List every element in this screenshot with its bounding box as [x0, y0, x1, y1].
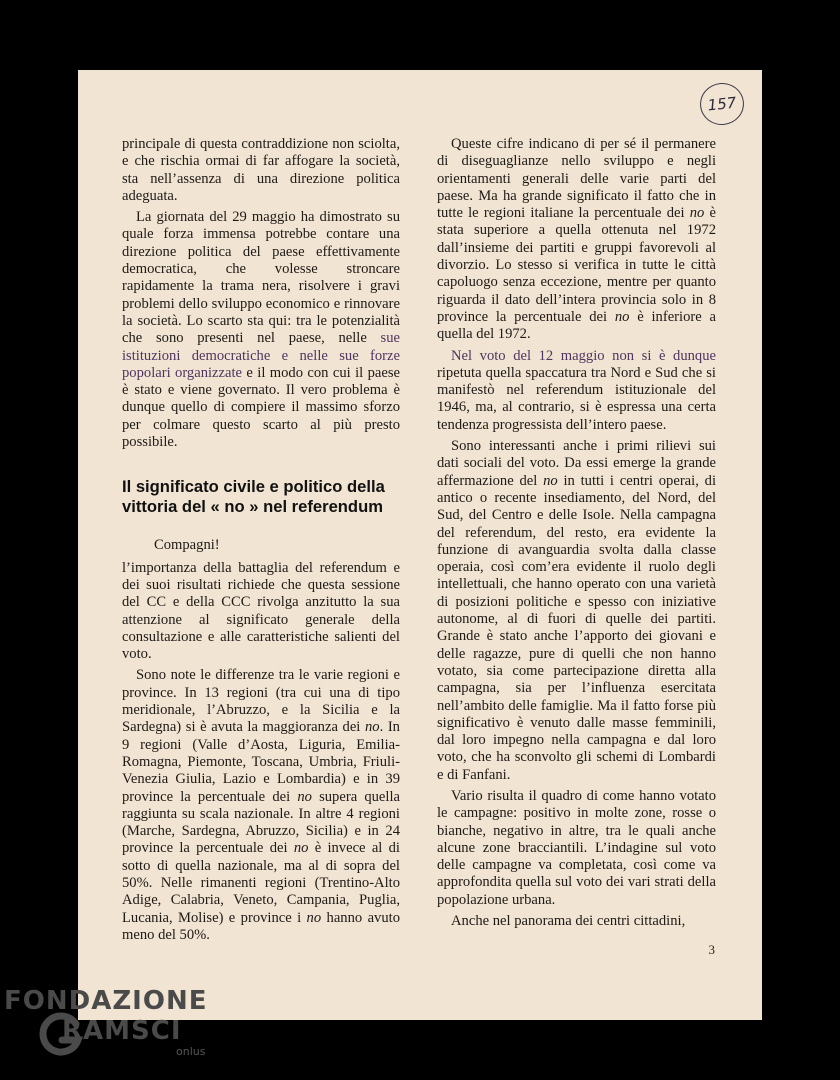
paragraph: La giornata del 29 maggio ha dimostrato su quale forza immensa potrebbe contare una direzione politica del paese effettivamente democratica, che volesse stroncare rapidamente la trama nera, risolvere i gravi problemi dello sviluppo economico e rinnovare la società. Lo scarto sta qui: tra le potenzialità che sono presenti nel paese, nelle sue istituzioni democratiche e nelle sue forze popolari organizzate e il modo con cui il paese è stato e viene governato. Il vero problema è dunque quello di compiere il massimo sforzo per colmare questo scarto al più presto possibile.	[122, 209, 400, 451]
paragraph: Sono interessanti anche i primi rilievi sui dati sociali del voto. Da essi emerge la grande affermazione del no in tutti i centri operai, di antico o recente insediamento, del Nord, del Sud, del Centro e delle Isole. Nella campagna del referendum, del resto, era evidente la funzione di avanguardia svolta dalla classe operaia, così com’era evidente il ruolo degli intellettuali, che hanno operato con una varietà di posizioni politiche e spesso con iniziative autonome, al di fuori di quelle dei partiti. Grande è stato anche l’apporto dei giovani e delle ragazze, pure di quelli che non hanno votato, sia come partecipazione diretta alla campagna, sia per l’influenza esercitata nell’ambito delle famiglie. Ma il fatto forse più significativo è venuto dalle masse femminili, dal loro impegno nella campagna e dal loro voto, che ha sconvolto gli schemi di Lombardi e di Fanfani.	[437, 438, 716, 783]
watermark-logo	[4, 986, 207, 1058]
watermark-subtitle: onlus	[176, 1045, 206, 1058]
highlighted-text: sue istituzioni democratiche e nelle sue forze popolari organizzate	[122, 330, 400, 381]
right-column	[437, 136, 716, 930]
section-heading: Il significato civile e politico della vittoria del « no » nel referendum	[122, 477, 385, 517]
left-column	[122, 136, 400, 944]
watermark-line1: FONDAZIONE	[4, 986, 208, 1016]
paragraph: Anche nel panorama dei centri cittadini,	[451, 913, 686, 930]
salutation: Compagni!	[154, 537, 220, 554]
paragraph: Sono note le differenze tra le varie regioni e province. In 13 regioni (tra cui una di tipo meridionale, l’Abruzzo, e la Sicilia e la Sardegna) si è avuta la maggioranza dei no. In 9 regioni (Valle d’Aosta, Liguria, Emilia-Romagna, Piemonte, Toscana, Umbria, Friuli-Venezia Giulia, Lazio e Lombardia) e in 39 province la percentuale dei no supera quella raggiunta su scala nazionale. In altre 4 regioni (Marche, Sardegna, Abruzzo, Sicilia) e in 24 province la percentuale dei no è invece al di sotto di quella nazionale, ma al di sopra del 50%. Nelle rimanenti regioni (Trentino-Alto Adige, Calabria, Veneto, Campania, Puglia, Lucania, Molise) e province i no hanno avuto meno del 50%.	[122, 667, 400, 943]
g-logo-icon	[36, 1010, 86, 1060]
paragraph: Vario risulta il quadro di come hanno votato le campagne: positivo in molte zone, rosse o bianche, negativo in altre, tra le quali anche alcune zone bracciantili. L’indagine sul voto delle campagne va completata, così come va approfondita quella sul voto dei vari strati della popolazione urbana.	[437, 787, 716, 908]
paragraph: l’importanza della battaglia del referendum e dei suoi risultati richiede che questa sessione del CC e della CCC rivolga anzitutto la sua attenzione al significato generale della consultazione e alle caratteristiche salienti del voto.	[122, 559, 400, 663]
watermark-line2: RAMSCI	[62, 1016, 182, 1046]
paragraph: principale di questa contraddizione non sciolta, e che rischia ormai di far affogare la società, sta nell’assenza di una direzione politica adeguata.	[122, 136, 400, 204]
highlighted-text: Nel voto del 12 maggio non si è dunque	[451, 347, 716, 364]
paragraph: Queste cifre indicano di per sé il permanere di diseguaglianze nello sviluppo e negli orientamenti generali delle varie parti del paese. Ma ha grande significato il fatto che in tutte le regioni italiane la percentuale dei no è stata superiore a quella ottenuta nel 1972 dall’insieme dei partiti e gruppi favorevoli al divorzio. Lo stesso si verifica in tutte le città capoluogo senza eccezione, mentre per quanto riguarda il dato dell’intera provincia solo in 8 province la percentuale dei no è inferiore a quella del 1972.	[437, 136, 717, 343]
paragraph: Nel voto del 12 maggio non si è dunque ripetuta quella spaccatura tra Nord e Sud che si manifestò nel referendum istituzionale del 1946, ma, al contrario, si è espressa una certa tendenza progressista dell’intero paese.	[437, 347, 716, 433]
page-number: 3	[708, 942, 715, 957]
handwritten-folio-number: 157	[698, 81, 746, 127]
document-page	[78, 70, 762, 1020]
